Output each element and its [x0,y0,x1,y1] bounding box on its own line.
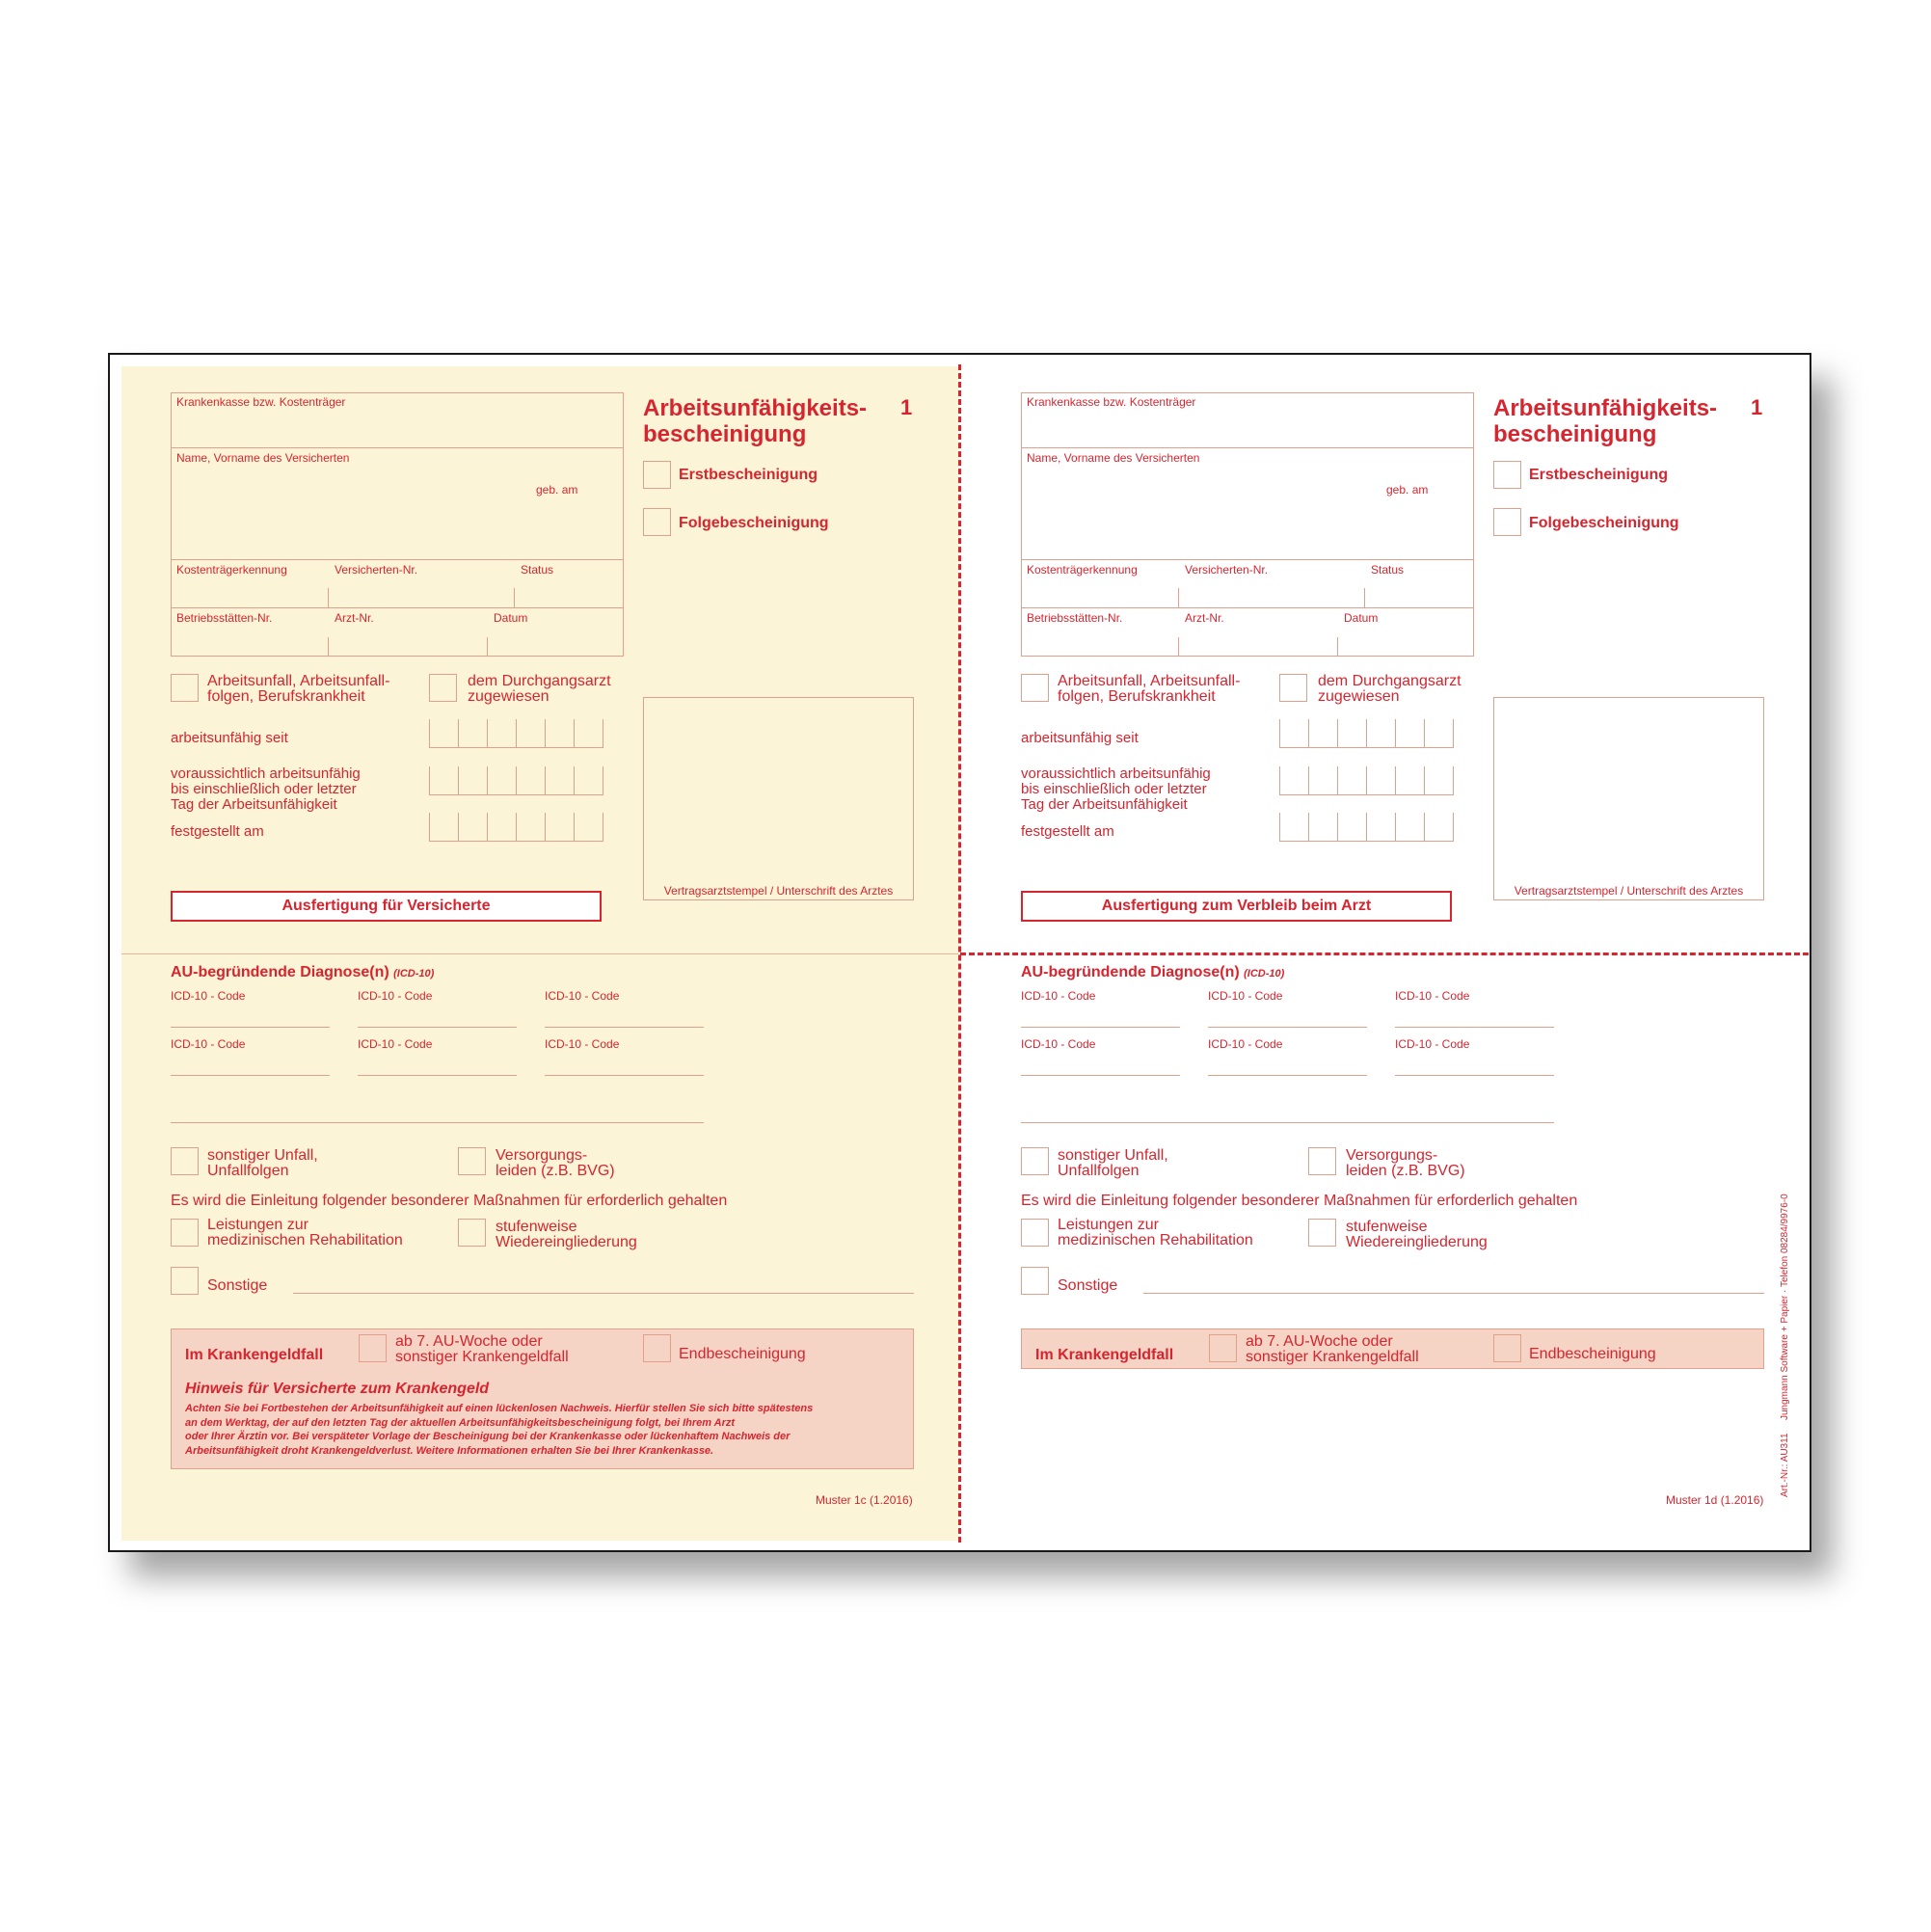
label-status: Status [1371,563,1405,577]
label-versicherten-nr: Versicherten-Nr. [1185,563,1269,577]
muster-label: Muster 1d (1.2016) [1666,1493,1764,1507]
endbescheinigung-label: Endbescheinigung [1529,1346,1656,1362]
sonstiger-unfall-checkbox[interactable] [1021,1147,1049,1175]
icd-label: ICD-10 - Code [545,989,620,1003]
form-title-line1: Arbeitsunfähigkeits- [1493,395,1718,421]
voraussichtlich-label [171,766,361,813]
copy-number: 1 [900,395,913,419]
versorgungsleiden-line2: leiden (z.B. BVG) [1346,1163,1465,1179]
au-seit-label: arbeitsunfähig seit [1021,730,1139,746]
durchgangsarzt-line2: zugewiesen [1318,688,1400,705]
label-datum: Datum [1344,611,1379,625]
icd-field[interactable] [545,1027,704,1028]
festgestellt-label: festgestellt am [171,823,264,840]
icd-label: ICD-10 - Code [1208,1037,1283,1051]
icd-field[interactable] [358,1075,517,1076]
form-title-line2: bescheinigung [1493,421,1657,447]
icd-label: ICD-10 - Code [358,989,433,1003]
ab7-line2: sonstiger Krankengeldfall [1246,1349,1419,1365]
divider [1178,588,1179,607]
diagnose-title [171,964,434,981]
label-datum: Datum [494,611,528,625]
icd-label: ICD-10 - Code [1021,1037,1096,1051]
ausfertigung-banner: Ausfertigung für Versicherte [171,891,602,922]
ab7-checkbox[interactable] [359,1334,387,1362]
rehabilitation-checkbox[interactable] [171,1219,199,1247]
folgebescheinigung-checkbox[interactable] [643,508,671,536]
label-versicherten-nr: Versicherten-Nr. [335,563,418,577]
divider [1021,607,1474,608]
form-title [1493,395,1717,447]
sonstige-field[interactable] [293,1293,914,1294]
sonstige-field[interactable] [1143,1293,1764,1294]
voraussichtlich-line2: bis einschließlich oder letzter [1021,781,1207,797]
festgestellt-date-field[interactable] [1279,813,1454,842]
copy-number: 1 [1751,395,1763,419]
versorgungsleiden-line2: leiden (z.B. BVG) [496,1163,615,1179]
hinweis-line3: oder Ihrer Ärztin vor. Bei verspäteter Vorlage der Bescheinigung bei der Krankenkasse oder lückenhaftem Nachweis der [185,1431,791,1442]
icd-field[interactable] [171,1075,330,1076]
form-title [643,395,867,447]
ab7-line1: ab 7. AU-Woche oder [395,1333,543,1350]
divider [1021,447,1474,448]
arbeitsunfall-label [207,674,389,705]
divider [1178,637,1179,657]
durchgangsarzt-checkbox[interactable] [429,674,457,702]
icd-field[interactable] [1208,1027,1367,1028]
festgestellt-date-field[interactable] [429,813,603,842]
arbeitsunfall-line2: folgen, Berufskrankheit [207,688,365,705]
wiedereingliederung-checkbox[interactable] [1308,1219,1336,1247]
au-seit-date-field[interactable] [1279,719,1454,748]
icd-field[interactable] [1395,1027,1554,1028]
diagnose-title-text: AU-begründende Diagnose(n) [1021,964,1240,980]
label-betriebsstaetten-nr: Betriebsstätten-Nr. [1027,611,1123,625]
voraussichtlich-date-field[interactable] [429,766,603,795]
arbeitsunfall-line1: Arbeitsunfall, Arbeitsunfall- [1058,673,1241,689]
sonstige-label: Sonstige [1058,1277,1118,1294]
stamp-signature-box[interactable] [643,697,914,900]
rehabilitation-checkbox[interactable] [1021,1219,1049,1247]
label-krankenkasse: Krankenkasse bzw. Kostenträger [1027,395,1196,409]
wiedereingliederung-line2: Wiedereingliederung [496,1234,637,1250]
arbeitsunfall-line2: folgen, Berufskrankheit [1058,688,1216,705]
form-sheet [108,353,1811,1552]
divider [487,637,488,657]
voraussichtlich-line1: voraussichtlich arbeitsunfähig [1021,765,1211,782]
endbescheinigung-label: Endbescheinigung [679,1346,806,1362]
diagnosis-freetext-field[interactable] [171,1122,704,1123]
diagnosis-freetext-field[interactable] [1021,1122,1554,1123]
rehabilitation-line1: Leistungen zur [1058,1217,1159,1233]
icd-label: ICD-10 - Code [1395,1037,1470,1051]
arbeitsunfall-line1: Arbeitsunfall, Arbeitsunfall- [207,673,390,689]
ausfertigung-banner: Ausfertigung zum Verbleib beim Arzt [1021,891,1452,922]
sonstiger-unfall-label [207,1148,318,1179]
ab7-checkbox[interactable] [1209,1334,1237,1362]
hinweis-line4: Arbeitsunfähigkeit droht Krankengeldverlust. Weitere Informationen erhalten Sie bei Ihrer Krankenkasse. [185,1444,714,1457]
versorgungsleiden-label [1346,1148,1465,1179]
erstbescheinigung-label: Erstbescheinigung [1529,467,1669,483]
durchgangsarzt-checkbox[interactable] [1279,674,1307,702]
divider [328,588,329,607]
ab7-line2: sonstiger Krankengeldfall [395,1349,569,1365]
voraussichtlich-line3: Tag der Arbeitsunfähigkeit [171,796,337,813]
diagnose-title [1021,964,1284,981]
sonstiger-unfall-checkbox[interactable] [171,1147,199,1175]
sonstige-label: Sonstige [207,1277,268,1294]
hinweis-text [185,1402,813,1458]
divider [171,447,624,448]
sonstiger-unfall-line2: Unfallfolgen [207,1163,289,1179]
diagnose-title-suffix: (ICD-10) [1244,968,1285,979]
durchgangsarzt-line1: dem Durchgangsarzt [1318,673,1462,689]
massnahmen-text: Es wird die Einleitung folgender besonderer Maßnahmen für erforderlich gehalten [171,1193,728,1209]
divider [171,607,624,608]
wiedereingliederung-label [496,1220,637,1250]
rehabilitation-line2: medizinischen Rehabilitation [1058,1232,1253,1248]
diagnose-title-text: AU-begründende Diagnose(n) [171,964,389,980]
label-name: Name, Vorname des Versicherten [176,451,350,465]
arbeitsunfall-checkbox[interactable] [171,674,199,702]
icd-field[interactable] [545,1075,704,1076]
stamp-caption: Vertragsarztstempel / Unterschrift des Arztes [663,884,894,898]
divider [1337,637,1338,657]
rehabilitation-label [1058,1218,1253,1248]
copy-arzt [960,355,1809,1550]
muster-label: Muster 1c (1.2016) [816,1493,913,1507]
label-status: Status [521,563,554,577]
divider [171,559,624,560]
hinweis-line2: an dem Werktag, der auf den letzten Tag der aktuellen Arbeitsunfähigkeitsbescheinigung folgt, bei Ihrem Arzt [185,1416,736,1429]
divider [1364,588,1365,607]
divider [328,637,329,657]
icd-label: ICD-10 - Code [171,989,246,1003]
erstbescheinigung-checkbox[interactable] [643,461,671,489]
arbeitsunfall-label [1058,674,1240,705]
art-nr-label: Art.-Nr.: AU311 [1780,1433,1790,1497]
icd-field[interactable] [1021,1027,1180,1028]
rehabilitation-line2: medizinischen Rehabilitation [207,1232,403,1248]
label-kostentraegerkennung: Kostenträgerkennung [176,563,287,577]
icd-field[interactable] [1395,1075,1554,1076]
voraussichtlich-date-field[interactable] [1279,766,1454,795]
versorgungsleiden-line1: Versorgungs- [496,1147,588,1164]
label-name: Name, Vorname des Versicherten [1027,451,1200,465]
durchgangsarzt-line1: dem Durchgangsarzt [468,673,611,689]
icd-label: ICD-10 - Code [1395,989,1470,1003]
icd-field[interactable] [358,1027,517,1028]
wiedereingliederung-line2: Wiedereingliederung [1346,1234,1488,1250]
ab7-line1: ab 7. AU-Woche oder [1246,1333,1393,1350]
icd-label: ICD-10 - Code [545,1037,620,1051]
hinweis-line1: Achten Sie bei Fortbestehen der Arbeitsunfähigkeit auf einen lückenlosen Nachweis. Hierfür stellen Sie sich bitte spätestens [185,1403,814,1414]
endbescheinigung-checkbox[interactable] [643,1334,671,1362]
icd-field[interactable] [1021,1075,1180,1076]
label-kostentraegerkennung: Kostenträgerkennung [1027,563,1138,577]
arbeitsunfall-checkbox[interactable] [1021,674,1049,702]
erstbescheinigung-checkbox[interactable] [1493,461,1521,489]
krankengeldfall-label: Im Krankengeldfall [185,1347,324,1363]
wiedereingliederung-label [1346,1220,1488,1250]
label-geb-am: geb. am [1386,483,1429,496]
icd-label: ICD-10 - Code [1021,989,1096,1003]
erstbescheinigung-label: Erstbescheinigung [679,467,818,483]
rehabilitation-label [207,1218,403,1248]
voraussichtlich-line2: bis einschließlich oder letzter [171,781,357,797]
icd-label: ICD-10 - Code [171,1037,246,1051]
icd-field[interactable] [1208,1075,1367,1076]
icd-label: ICD-10 - Code [1208,989,1283,1003]
publisher-label: Jungmann Software + Papier · Telefon 08284/9976-0 [1780,1194,1790,1420]
wiedereingliederung-checkbox[interactable] [458,1219,486,1247]
ab7-label [395,1334,569,1365]
stamp-signature-box[interactable] [1493,697,1764,900]
folgebescheinigung-label: Folgebescheinigung [679,515,829,531]
festgestellt-label: festgestellt am [1021,823,1114,840]
versorgungsleiden-checkbox[interactable] [1308,1147,1336,1175]
diagnose-title-suffix: (ICD-10) [393,968,435,979]
durchgangsarzt-line2: zugewiesen [468,688,550,705]
sonstiger-unfall-label [1058,1148,1168,1179]
sonstiger-unfall-line1: sonstiger Unfall, [207,1147,318,1164]
wiedereingliederung-line1: stufenweise [496,1219,577,1235]
versorgungsleiden-checkbox[interactable] [458,1147,486,1175]
folgebescheinigung-label: Folgebescheinigung [1529,515,1679,531]
endbescheinigung-checkbox[interactable] [1493,1334,1521,1362]
krankengeldfall-label: Im Krankengeldfall [1035,1347,1174,1363]
folgebescheinigung-checkbox[interactable] [1493,508,1521,536]
sonstiger-unfall-line2: Unfallfolgen [1058,1163,1140,1179]
label-arzt-nr: Arzt-Nr. [335,611,374,625]
sonstige-checkbox[interactable] [171,1267,199,1295]
au-seit-date-field[interactable] [429,719,603,748]
stamp-caption: Vertragsarztstempel / Unterschrift des Arztes [1514,884,1744,898]
copy-versicherte [110,355,958,1550]
au-seit-label: arbeitsunfähig seit [171,730,288,746]
label-betriebsstaetten-nr: Betriebsstätten-Nr. [176,611,273,625]
voraussichtlich-line3: Tag der Arbeitsunfähigkeit [1021,796,1188,813]
durchgangsarzt-label [468,674,611,705]
massnahmen-text: Es wird die Einleitung folgender besonderer Maßnahmen für erforderlich gehalten [1021,1193,1578,1209]
form-title-line2: bescheinigung [643,421,807,447]
divider [1021,559,1474,560]
icd-field[interactable] [171,1027,330,1028]
versorgungsleiden-label [496,1148,615,1179]
ab7-label [1246,1334,1419,1365]
sonstige-checkbox[interactable] [1021,1267,1049,1295]
voraussichtlich-label [1021,766,1211,813]
voraussichtlich-line1: voraussichtlich arbeitsunfähig [171,765,361,782]
sonstiger-unfall-line1: sonstiger Unfall, [1058,1147,1168,1164]
divider [514,588,515,607]
hinweis-title: Hinweis für Versicherte zum Krankengeld [185,1381,490,1397]
label-arzt-nr: Arzt-Nr. [1185,611,1224,625]
rehabilitation-line1: Leistungen zur [207,1217,308,1233]
wiedereingliederung-line1: stufenweise [1346,1219,1428,1235]
durchgangsarzt-label [1318,674,1462,705]
label-geb-am: geb. am [536,483,578,496]
versorgungsleiden-line1: Versorgungs- [1346,1147,1438,1164]
form-title-line1: Arbeitsunfähigkeits- [643,395,868,421]
icd-label: ICD-10 - Code [358,1037,433,1051]
label-krankenkasse: Krankenkasse bzw. Kostenträger [176,395,346,409]
